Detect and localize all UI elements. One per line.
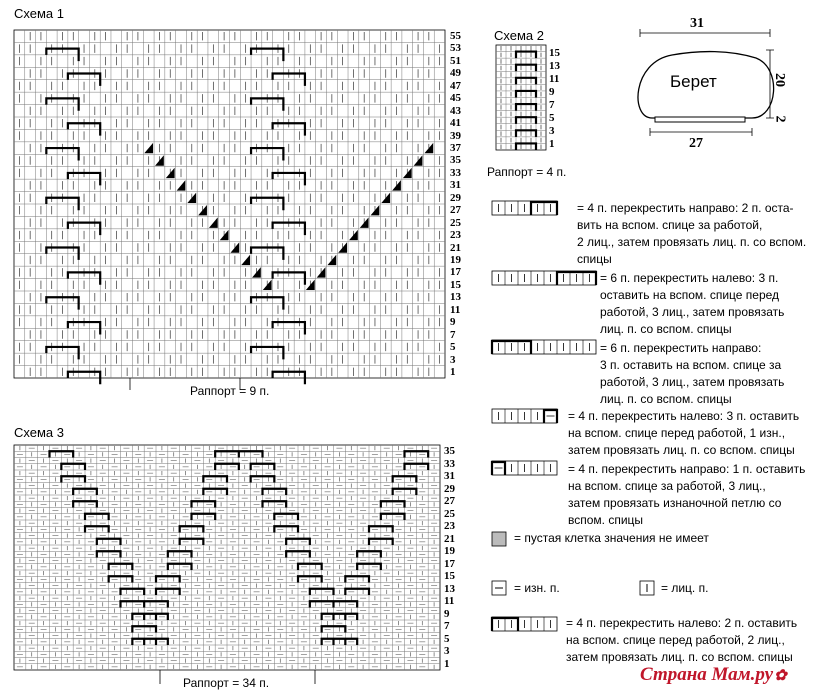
row-number: 3 (444, 645, 450, 658)
paw-icon: ✿ (774, 668, 787, 684)
row-number: 9 (450, 316, 456, 329)
beret-label: Берет (670, 72, 717, 91)
row-number: 1 (549, 138, 555, 150)
row-number: 3 (549, 125, 555, 137)
legend-empty-cell: = пустая клетка значения не имеет (514, 531, 709, 545)
row-number: 37 (450, 142, 461, 154)
row-number: 29 (444, 482, 455, 495)
row-number: 27 (444, 495, 455, 508)
row-number: 51 (450, 54, 461, 67)
legend-cross-left-4-purl: = 4 п. перекрестить налево: 3 п. оставить на вспом. спице перед работой, 1 изн., затем провязать лиц. п. со вспом. спицы (568, 409, 800, 457)
row-number: 19 (444, 545, 455, 558)
row-number: 1 (450, 366, 456, 378)
row-number: 31 (450, 179, 461, 192)
row-number: 11 (444, 595, 455, 608)
row-number: 11 (450, 303, 461, 316)
row-number: 13 (450, 291, 461, 304)
scheme1-rapport: Раппорт = 9 п. (190, 384, 270, 398)
watermark (640, 664, 787, 686)
legend-cross-left-6: = 6 п. перекрестить налево: 3 п. оставить на вспом. спице перед работой, 3 лиц., затем провязать лиц. п. со вспом. спицы (600, 271, 785, 336)
row-number: 5 (549, 112, 555, 124)
row-number: 49 (450, 67, 461, 80)
row-number: 27 (450, 204, 461, 217)
row-number: 11 (549, 73, 560, 85)
row-number: 23 (444, 520, 455, 533)
row-number: 13 (549, 60, 560, 72)
legend-cross-right-6: = 6 п. перекрестить направо: 3 п. оставить на вспом. спице за работой, 3 лиц., затем провязать лиц. п. со вспом. спицы (600, 341, 785, 406)
scheme2-title: Схема 2 (494, 28, 544, 43)
row-number: 47 (450, 79, 461, 92)
beret-band-shape (655, 117, 745, 122)
row-number: 35 (450, 154, 461, 167)
beret-height: 20 (772, 73, 787, 87)
legend-cross-right-4-purl: = 4 п. перекрестить направо: 1 п. оставить на вспом. спице за работой, 3 лиц., затем провязать изнаночной петлю со вспом. спицы (568, 462, 806, 527)
scheme3-rapport: Раппорт = 34 п. (183, 676, 270, 690)
scheme3-title: Схема 3 (14, 425, 64, 440)
legend-knit: = лиц. п. (661, 581, 709, 595)
beret-width-bottom: 27 (689, 136, 703, 151)
row-number: 55 (450, 30, 461, 42)
row-number: 17 (444, 557, 455, 570)
legend-swatch-empty (492, 532, 506, 546)
row-number: 43 (450, 104, 461, 117)
row-number: 7 (450, 328, 456, 341)
legend-cross-left-4: = 4 п. перекрестить налево: 2 п. оставить на вспом. спице перед работой, 2 лиц., затем провязать лиц. п. со вспом. спицы (566, 616, 798, 664)
row-number: 1 (444, 658, 450, 670)
legend-purl: = изн. п. (514, 581, 560, 595)
row-number: 9 (444, 607, 450, 620)
row-number: 25 (444, 507, 455, 520)
row-number: 3 (450, 353, 456, 366)
row-number: 25 (450, 216, 461, 229)
row-number: 53 (450, 42, 461, 55)
row-number: 15 (450, 278, 461, 291)
row-number: 5 (450, 341, 456, 354)
row-number: 35 (444, 445, 455, 457)
row-number: 17 (450, 266, 461, 279)
row-number: 29 (450, 191, 461, 204)
row-number: 39 (450, 129, 461, 142)
row-number: 33 (450, 166, 461, 179)
row-number: 15 (444, 570, 455, 583)
row-number: 31 (444, 470, 455, 483)
row-number: 13 (444, 582, 455, 595)
watermark-text: Страна Мам.ру (640, 664, 774, 685)
legend-cross-right-4: = 4 п. перекрестить направо: 2 п. оста- вить на вспом. спице за работой, 2 лиц., затем провязать лиц. п. со вспом. спицы (577, 201, 807, 266)
beret-dim-bottom (650, 128, 752, 136)
beret-dim-top (640, 29, 770, 37)
row-number: 15 (549, 47, 560, 59)
row-number: 19 (450, 254, 461, 266)
row-number: 7 (549, 99, 555, 111)
row-number: 23 (450, 229, 461, 242)
row-number: 41 (450, 117, 461, 130)
row-number: 9 (549, 86, 555, 98)
row-number: 33 (444, 457, 455, 470)
scheme2-rapport: Раппорт = 4 п. (487, 165, 567, 179)
beret-width-top: 31 (690, 16, 704, 31)
row-number: 45 (450, 92, 461, 105)
scheme1-title: Схема 1 (14, 6, 64, 21)
row-number: 21 (444, 532, 455, 545)
row-number: 21 (450, 241, 461, 254)
row-number: 5 (444, 632, 450, 645)
beret-band: 2 (772, 115, 788, 123)
row-number: 7 (444, 620, 450, 633)
